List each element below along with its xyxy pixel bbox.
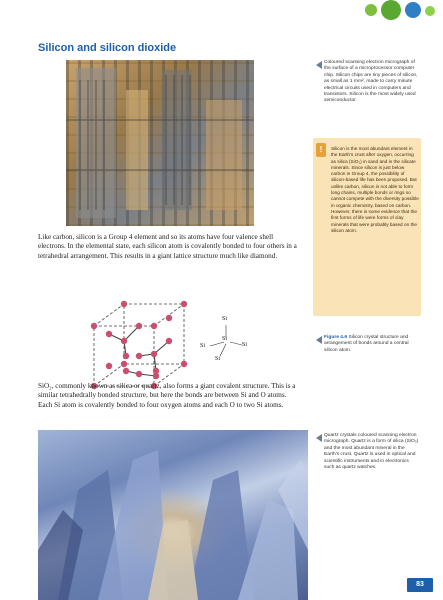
silicon-bond-diagram	[198, 316, 254, 366]
quartz-crystal-shapes	[38, 430, 308, 600]
figure-caption	[324, 335, 420, 354]
si-label-top: Si	[222, 316, 228, 322]
section-heading: Silicon and silicon dioxide	[38, 42, 177, 54]
chip-circuit-pattern	[66, 60, 254, 226]
si-label-right: Si	[242, 342, 248, 348]
si-label-left: Si	[200, 343, 206, 349]
caption-arrow-icon	[316, 434, 322, 442]
paragraph-silicon: Like carbon, silicon is a Group 4 element and so its atoms have four valence shell electrons. In the elemental state, each silicon atom is covalently bonded to four others in a tetrahedral arrangement. This results in a giant lattice structure much like diamond.	[38, 233, 297, 260]
circle-decoration	[381, 0, 401, 20]
circle-decoration	[405, 2, 421, 18]
si-label-bottom: Si	[215, 356, 221, 362]
page-number: 83	[407, 578, 433, 592]
chip-caption: Coloured scanning electron micrograph of the surface of a microprocessor computer chip. Silicon chips are tiny pieces of silicon, as small as 1 mm², made to carry minute electrical circuits used in computers and transistors. Silicon is the most widely used semiconductor.	[324, 60, 418, 104]
figure-label: Figure 4.6	[324, 335, 348, 340]
figure-caption-text: Silicon crystal structure and arrangement of bonds around a central silicon atom.	[324, 335, 409, 353]
chip-micrograph-photo	[66, 60, 254, 226]
circle-decoration	[365, 4, 377, 16]
caption-arrow-icon	[316, 61, 322, 69]
circle-decoration	[425, 6, 435, 16]
quartz-caption: Quartz crystals coloured scanning electron micrograph. Quartz is a form of silica (SiO₂) and the most abundant mineral in the Earth's crust. Quartz is used in optical and scientific instruments and in electronics such as quartz watches.	[324, 433, 419, 471]
note-text: Silicon is the most abundant element in the Earth's crust after oxygen, occurring as silica (SiO₂) in sand and in the silicate minerals. Since silicon is just below carbon in Group 4, the possibility of silicon-based life has been proposed. But unlike carbon, silicon is not able to form long chains, multiple bonds or rings so cannot compete with the diversity possible in organic chemistry, based on carbon. However, there is some evidence that the first forms of life were forms of clay minerals that were probably based on the silicon atom.	[331, 146, 419, 233]
caption-arrow-icon	[316, 336, 322, 344]
note-alert-icon: !	[316, 143, 326, 157]
atom-markers	[91, 301, 187, 389]
si-label-center: Si	[222, 336, 228, 342]
paragraph-silica: SiO₂, commonly known as silica or quartz, also forms a giant covalent structure. This is a similar tetrahedrally bonded structure, but here the bonds are between Si and O atoms. Each Si atom is covalently bonded to four oxygen atoms and each O to two Si atoms.	[38, 382, 296, 409]
quartz-crystal-photo	[38, 430, 308, 600]
decorative-circles	[363, 0, 443, 30]
